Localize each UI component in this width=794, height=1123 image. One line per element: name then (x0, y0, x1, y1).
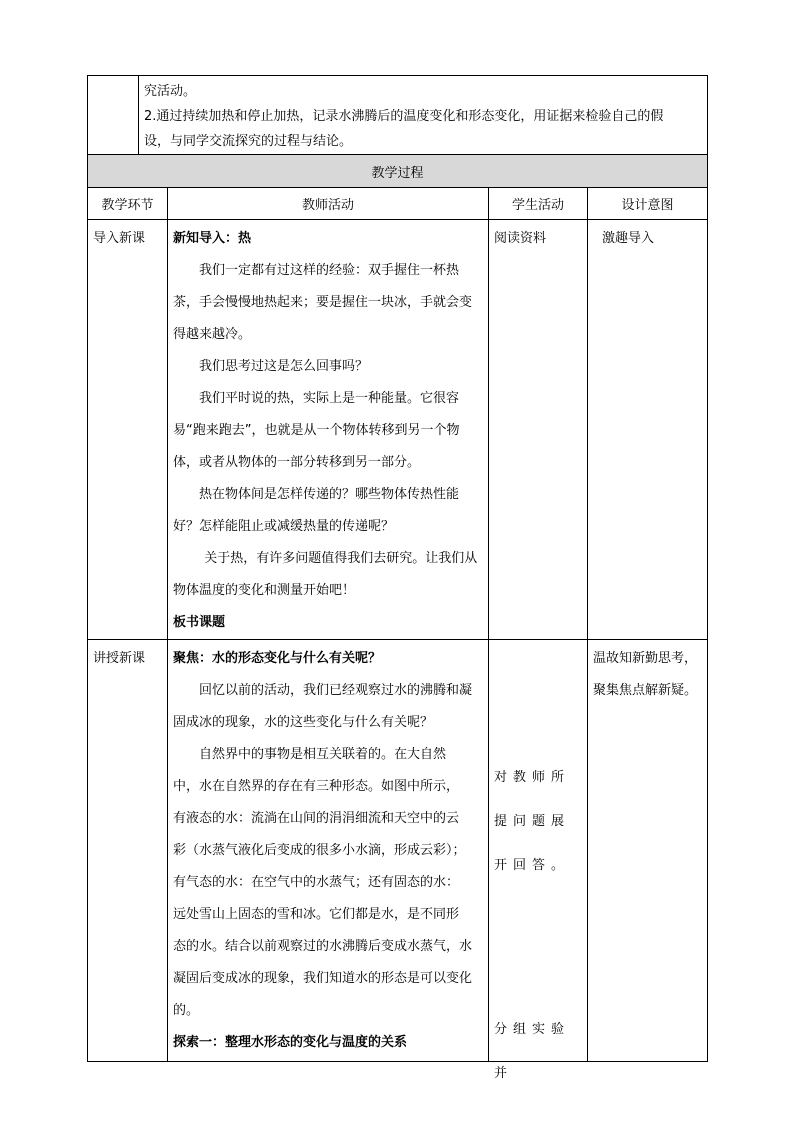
intro-row (88, 220, 708, 640)
lesson-plan-table (87, 75, 708, 1081)
intro-footer: 板书课题 (173, 615, 226, 630)
lesson-paragraph: 自然界中的事物是相互关联着的。在大自然中，水在自然界的存在有三种形态。如图中所示，有液态的水：流淌在山间的涓涓细流和天空中的云彩（水蒸气液化后变成的很多小水滴，形成云彩）；有气态的水：在空气中的水蒸气；还有固态的水：远处雪山上固态的雪和冰。它们都是水，是不同形 (173, 747, 466, 922)
header-stage: 教学环节 (88, 188, 168, 220)
intro-teacher-cell (168, 220, 489, 640)
lesson-footer: 探索一：整理水形态的变化与温度的关系 (173, 1035, 408, 1050)
intro-stage: 导入新课 (93, 231, 146, 246)
intro-paragraph: 关于热，有许多问题值得我们去研究。让我们从物体温度的变化和测量开始吧！ (173, 551, 478, 598)
header-teacher: 教师活动 (168, 188, 489, 220)
header-student: 学生活动 (489, 188, 588, 220)
lesson-row (88, 640, 708, 1062)
section-title: 教学过程 (88, 155, 708, 188)
objectives-line-3: 设，与同学交流探究的过程与结论。 (144, 134, 353, 149)
section-header-row (88, 155, 708, 188)
objectives-cell (139, 76, 708, 155)
lesson-heading: 聚焦：水的形态变化与什么有关呢？ (173, 651, 382, 666)
intro-paragraph: 我们一定都有过这样的经验：双手握住一杯热茶，手会慢慢地热起来；要是握住一块冰，手就会变得越来越冷。 (173, 263, 473, 342)
header-intent: 设计意图 (588, 188, 708, 220)
intro-heading: 新知导入：热 (173, 231, 252, 246)
lesson-student-2: 分组实验并 (494, 1022, 571, 1081)
objectives-line-2: 2.通过持续加热和停止加热，记录水沸腾后的温度变化和形态变化，用证据来检验自己的假 (144, 109, 664, 124)
lesson-intent: 温故知新勤思考，聚集焦点解新疑。 (593, 651, 698, 698)
lesson-teacher-cell (168, 640, 489, 1062)
intro-stage-cell (88, 220, 168, 640)
lesson-stage: 讲授新课 (93, 651, 146, 666)
intro-intent-cell (588, 220, 708, 640)
lesson-student-cell (489, 640, 588, 1081)
objectives-line-1: 究活动。 (144, 84, 197, 99)
intro-paragraph: 我们思考过这是怎么回事吗？ (199, 359, 369, 374)
lesson-paragraph: 回忆以前的活动，我们已经观察过水的沸腾和凝固成冰的现象，水的这些变化与什么有关呢？ (173, 683, 473, 730)
objectives-row (88, 76, 708, 155)
intro-student: 阅读资料 (494, 231, 547, 246)
lesson-paragraph: 态的水。结合以前观察过的水沸腾后变成水蒸气，水凝固后变成冰的现象，我们知道水的形态是可以变化的。 (173, 939, 473, 1018)
intro-intent: 激趣导入 (602, 231, 655, 246)
intro-paragraph: 热在物体间是怎样传递的？哪些物体传热性能好？怎样能阻止或减缓热量的传递呢？ (173, 487, 460, 534)
lesson-student-1: 对教师所提问题展开回答。 (494, 770, 571, 873)
intro-paragraph: 我们平时说的热，实际上是一种能量。它很容易“跑来跑去”，也就是从一个物体转移到另一个物体，或者从物体的一部分转移到另一部分。 (173, 391, 460, 470)
lesson-stage-cell (88, 640, 168, 1062)
lesson-intent-cell (588, 640, 708, 1062)
objectives-blank-cell (88, 76, 139, 155)
intro-student-cell (489, 220, 588, 640)
column-header-row (88, 188, 708, 220)
